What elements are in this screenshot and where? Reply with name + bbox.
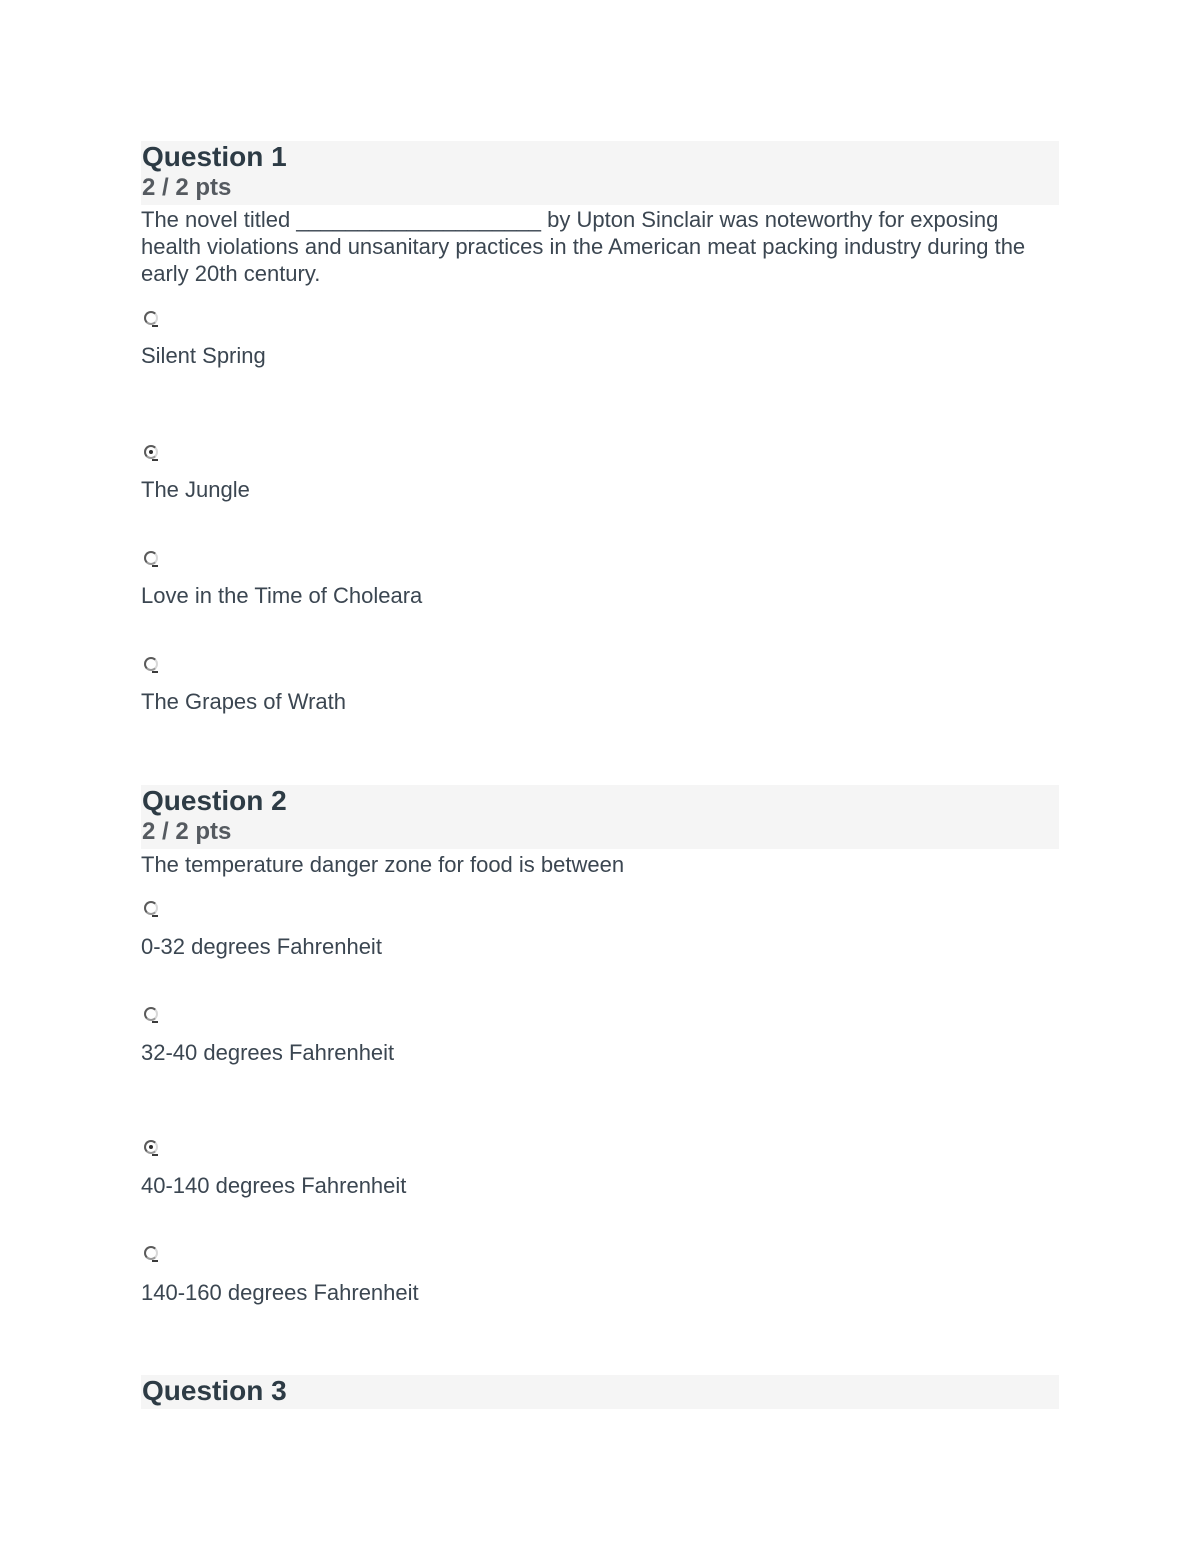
radio-tick-mark [152,671,158,673]
question-2-text: The temperature danger zone for food is between [141,852,625,877]
question-2-points: 2 / 2 pts [142,818,232,845]
q2-option-2-radio[interactable] [144,1007,158,1021]
q2-option-4-radio[interactable] [144,1246,158,1260]
question-1-text: The novel titled ____________________ by Upton Sinclair was noteworthy for exposing health violations and unsanitary practices in the American meat packing industry during the early 20th century. [141,207,1026,286]
radio-tick-mark [152,565,158,567]
q2-option-2-label[interactable]: 32-40 degrees Fahrenheit [141,1040,395,1065]
q1-option-3-radio[interactable] [144,551,158,565]
question-2-header [141,785,1059,849]
radio-tick-mark [152,1154,158,1156]
radio-tick-mark [152,915,158,917]
radio-tick-mark [152,459,158,461]
radio-tick-mark [152,325,158,327]
question-1-points: 2 / 2 pts [142,174,232,201]
question-1-title: Question 1 [142,141,287,172]
question-2-title: Question 2 [142,785,287,816]
question-3-title: Question 3 [142,1375,287,1406]
question-3-header [141,1375,1059,1409]
q1-option-4-radio[interactable] [144,657,158,671]
radio-tick-mark [152,1260,158,1262]
q2-option-1-radio[interactable] [144,901,158,915]
question-1-header [141,141,1059,205]
radio-tick-mark [152,1021,158,1023]
q2-option-1-label[interactable]: 0-32 degrees Fahrenheit [141,934,382,959]
q2-option-3-radio[interactable] [144,1140,158,1154]
q1-option-1-label[interactable]: Silent Spring [141,343,266,368]
q1-option-2-radio[interactable] [144,445,158,459]
q1-option-4-label[interactable]: The Grapes of Wrath [141,689,347,714]
q1-option-3-label[interactable]: Love in the Time of Choleara [141,583,423,608]
q2-option-3-label[interactable]: 40-140 degrees Fahrenheit [141,1173,407,1198]
q2-option-4-label[interactable]: 140-160 degrees Fahrenheit [141,1280,419,1305]
q1-option-1-radio[interactable] [144,311,158,325]
q1-option-2-label[interactable]: The Jungle [141,477,250,502]
